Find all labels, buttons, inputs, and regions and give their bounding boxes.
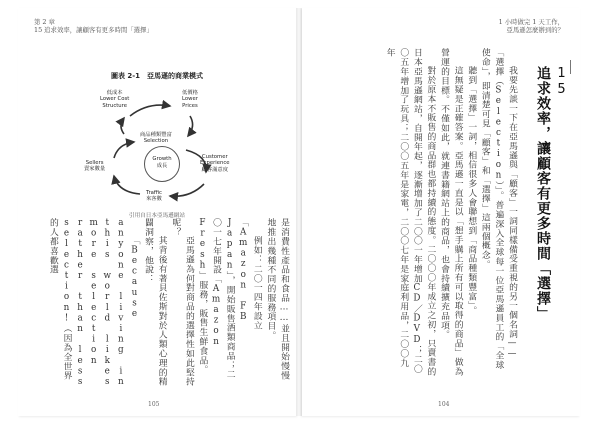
page-number-left: 105: [148, 401, 160, 408]
chapter-heading: [535, 66, 570, 346]
running-head-chapter: 第 2 章: [34, 18, 55, 26]
paragraph: 我要先談一下在亞馬遜與「顧客」一詞同樣備受重視的另一個名詞——「選擇（Selection）」。普遍深入全球每一位亞馬遜員工的「全球使命」，即清楚可見「顧客」和「選擇」這兩個概念。: [479, 48, 517, 370]
node-lower-prices: 低價格 Lower Prices: [182, 90, 198, 109]
left-body-text: [47, 218, 290, 388]
left-running-head: [34, 18, 153, 35]
node-sellers: Sellers 賣家數量: [84, 160, 106, 173]
business-model-diagram: [78, 88, 248, 203]
right-body-text: [348, 48, 518, 376]
node-traffic: Traffic 來客數: [146, 190, 162, 203]
paragraph: 亞馬遜為何對商品的選擇性如此堅持呢？: [170, 218, 194, 386]
arrow-cost-to-price: [130, 105, 170, 116]
right-page: [302, 8, 580, 416]
paragraph: 「Because anyone living in this world likes more selection rather than less selection!（因為全世界的人都喜歡選: [47, 218, 140, 388]
paragraph: 例如：二〇一四年設立「Amazon FB Japan」，開始販售酒類商品；二〇一七年開設「Amazon Fresh」服務，販售生鮮食品。: [197, 218, 262, 380]
paragraph: 這無疑是正確答案。亞馬遜一直是以「想手購上所有可以取得的商品」做為營運的目標。不僅如此，就連書籍網站上的商品，也會持續擴充品項。: [439, 48, 463, 376]
running-head-book-title: 1 小時做完 1 天工作，: [498, 18, 564, 26]
paragraph: 是消費性產品和食品……並且開始慢慢地推出幾種不同的服務項目。: [265, 218, 289, 381]
chapter-title: 追求效率，讓顧客有更多時間「選擇」: [535, 66, 551, 321]
node-growth: Growth 成長: [144, 146, 180, 182]
node-selection: 商品種類豐富 Selection: [140, 132, 172, 145]
paragraph: 對於原本不販售的商品群也都持續的態度。二〇〇〇年成立之初，只賣書的日本亞馬遜網站，自開年起，逐漸增加了二〇〇一年增加CD／DVD；二〇〇五年增加了玩具；二〇〇五年是家電，二〇〇七年是家庭利用品，二〇〇九年: [384, 48, 436, 376]
arrow-traffic-to-sellers: [114, 176, 140, 194]
left-page: [18, 8, 296, 416]
node-lower-cost: 低成本 Lower Cost Structure: [100, 90, 130, 109]
paragraph: 其背後有著貝佐斯對於人類心理的精闢洞察，他說：: [143, 218, 167, 386]
arrow-experience-to-traffic: [170, 184, 204, 196]
arrow-to-lower-cost: [121, 118, 124, 134]
right-running-head: [499, 18, 564, 35]
node-customer-experience: Customer Experience 顧客滿意度: [200, 154, 230, 173]
arrow-price-to-selection: [188, 116, 193, 136]
chapter-rule: [570, 60, 571, 74]
running-head-section: 15 追求效率，讓顧客有更多時間「選擇」: [34, 26, 153, 35]
arrow-sellers-to-selection: [114, 142, 134, 158]
paragraph: 聽到「選擇」一詞，相信很多人會聯想到「商品種類豐富」。: [466, 65, 477, 315]
figure-title: 圖表 2-1 亞馬遜的商業模式: [110, 72, 204, 80]
running-head-book-subtitle: 亞馬遜怎麼辦到的？: [506, 26, 564, 35]
figure-caption: 引用自日本亞馬遜網站: [129, 213, 185, 219]
chapter-number: 15: [554, 66, 569, 98]
page-number-right: 104: [438, 401, 450, 408]
